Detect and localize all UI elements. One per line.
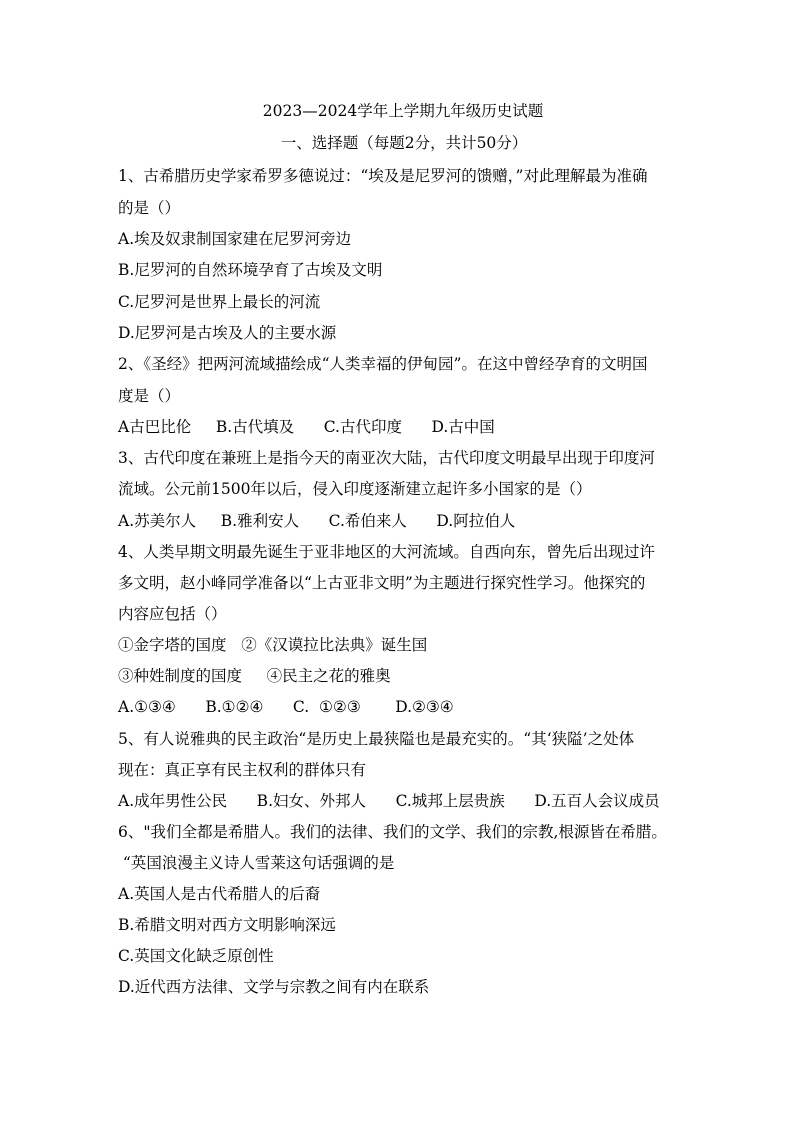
- question-1-stem-line-2: 的是（）: [118, 199, 181, 217]
- question-6-option-d: D.近代西方法律、文学与宗教之间有内在联系: [118, 978, 430, 996]
- exam-title: 2023—2024学年上学期九年级历史试题: [262, 102, 544, 120]
- question-5-stem-line-2: 现在：真正享有民主权利的群体只有: [118, 761, 367, 779]
- question-3-stem-line-2: 流域。公元前1500年以后，侵入印度逐渐建立起许多小国家的是（）: [118, 480, 592, 498]
- question-3-stem-line-1: 3、古代印度在兼班上是指今天的南亚次大陆，古代印度文明最早出现于印度河: [118, 449, 655, 467]
- question-4-items-line-2: ③种姓制度的国度 ④民主之花的雅奥: [118, 667, 391, 685]
- question-1-stem-line-1: 1、古希腊历史学家希罗多德说过：“埃及是尼罗河的馈赠，”对此理解最为准确: [118, 167, 648, 185]
- section-heading: 一、选择题（每题2分，共计50分）: [280, 134, 528, 152]
- question-6-stem-line-2: “英国浪漫主义诗人雪莱这句话强调的是: [118, 854, 395, 872]
- question-4-stem-line-2: 多文明，赵小峰同学准备以“上古亚非文明”为主题进行探究性学习。他探究的: [118, 574, 646, 592]
- question-4-stem-line-1: 4、人类早期文明最先诞生于亚非地区的大河流域。自西向东，曾先后出现过许: [118, 543, 655, 561]
- question-1-option-a: A.埃及奴隶制国家建在尼罗河旁边: [118, 230, 352, 248]
- question-4-stem-line-3: 内容应包括（）: [118, 605, 227, 623]
- question-6-option-a: A.英国人是古代希腊人的后裔: [118, 885, 321, 903]
- question-4-options: A.①③④ B.①②④ C. ①②③ D.②③④: [118, 698, 454, 716]
- question-1-option-b: B.尼罗河的自然环境孕育了古埃及文明: [118, 261, 383, 279]
- question-4-items-line-1: ①金字塔的国度 ②《汉谟拉比法典》诞生国: [118, 636, 428, 654]
- question-2-stem-line-1: 2、《圣经》把两河流域描绘成“人类幸福的伊甸园”。在这中曾经孕育的文明国: [118, 355, 648, 373]
- question-2-options: A古巴比伦 B.古代填及 C.古代印度 D.古中国: [118, 418, 495, 436]
- question-5-options: A.成年男性公民 B.妇女、外邦人 C.城邦上层贵族 D.五百人会议成员: [118, 792, 660, 810]
- question-6-option-c: C.英国文化缺乏原创性: [118, 947, 274, 965]
- question-1-option-d: D.尼罗河是古埃及人的主要水源: [118, 324, 337, 342]
- question-3-options: A.苏美尔人 B.雅利安人 C.希伯来人 D.阿拉伯人: [118, 512, 516, 530]
- question-5-stem-line-1: 5、有人说雅典的民主政治“是历史上最狭隘也是最充实的。“其‘狭隘’之处体: [118, 730, 635, 748]
- question-6-option-b: B.希腊文明对西方文明影响深远: [118, 916, 336, 934]
- question-2-stem-line-2: 度是（）: [118, 387, 181, 405]
- question-6-stem-line-1: 6、"我们全都是希腊人。我们的法律、我们的文学、我们的宗教,根源皆在希腊。: [118, 823, 667, 841]
- question-1-option-c: C.尼罗河是世界上最长的河流: [118, 293, 321, 311]
